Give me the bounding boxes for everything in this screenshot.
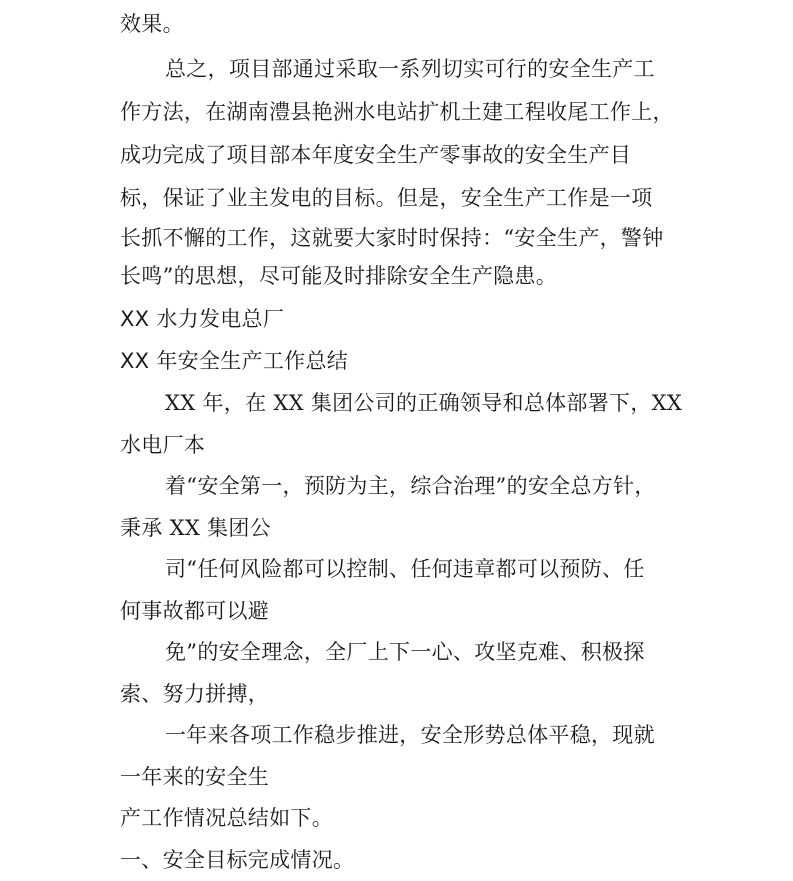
text-line: 索、努力拼搏， [120,682,270,706]
paragraph-start: XX 年，在 XX 集团公司的正确领导和总体部署下，XX [165,391,683,415]
document-title: XX 年安全生产工作总结 [120,349,349,373]
paragraph-start: 一年来各项工作稳步推进，安全形势总体平稳，现就 [165,723,655,747]
text-line: 何事故都可以避 [120,599,270,623]
text-line: 秉承 XX 集团公 [120,516,271,540]
text-line: 成功完成了项目部本年度安全生产零事故的安全生产目 [120,143,632,167]
paragraph-start: 免”的安全理念，全厂上下一心、攻坚克难、积极探 [165,640,645,664]
text-line: 一年来的安全生 [120,765,270,789]
text-line: 标，保证了业主发电的目标。但是，安全生产工作是一项 [120,186,653,210]
paragraph-start: 总之，项目部通过采取一系列切实可行的安全生产工 [165,57,655,81]
paragraph-start: 着“安全第一，预防为主，综合治理”的安全总方针， [165,474,656,498]
text-line: 水电厂本 [120,433,206,457]
text-line: 长抓不懈的工作，这就要大家时时保持：“安全生产，警钟 [120,226,664,250]
text-line: 效果。 [120,12,184,36]
text-line: 作方法，在湖南澧县艳洲水电站扩机土建工程收尾工作上， [120,100,674,124]
section-heading: 一、安全目标完成情况。 [120,848,355,872]
organization-name: XX 水力发电总厂 [120,307,285,331]
text-line: 长鸣”的思想，尽可能及时排除安全生产隐患。 [120,264,558,288]
text-line: 产工作情况总结如下。 [120,806,333,830]
paragraph-start: 司“任何风险都可以控制、任何违章都可以预防、任 [165,557,645,581]
